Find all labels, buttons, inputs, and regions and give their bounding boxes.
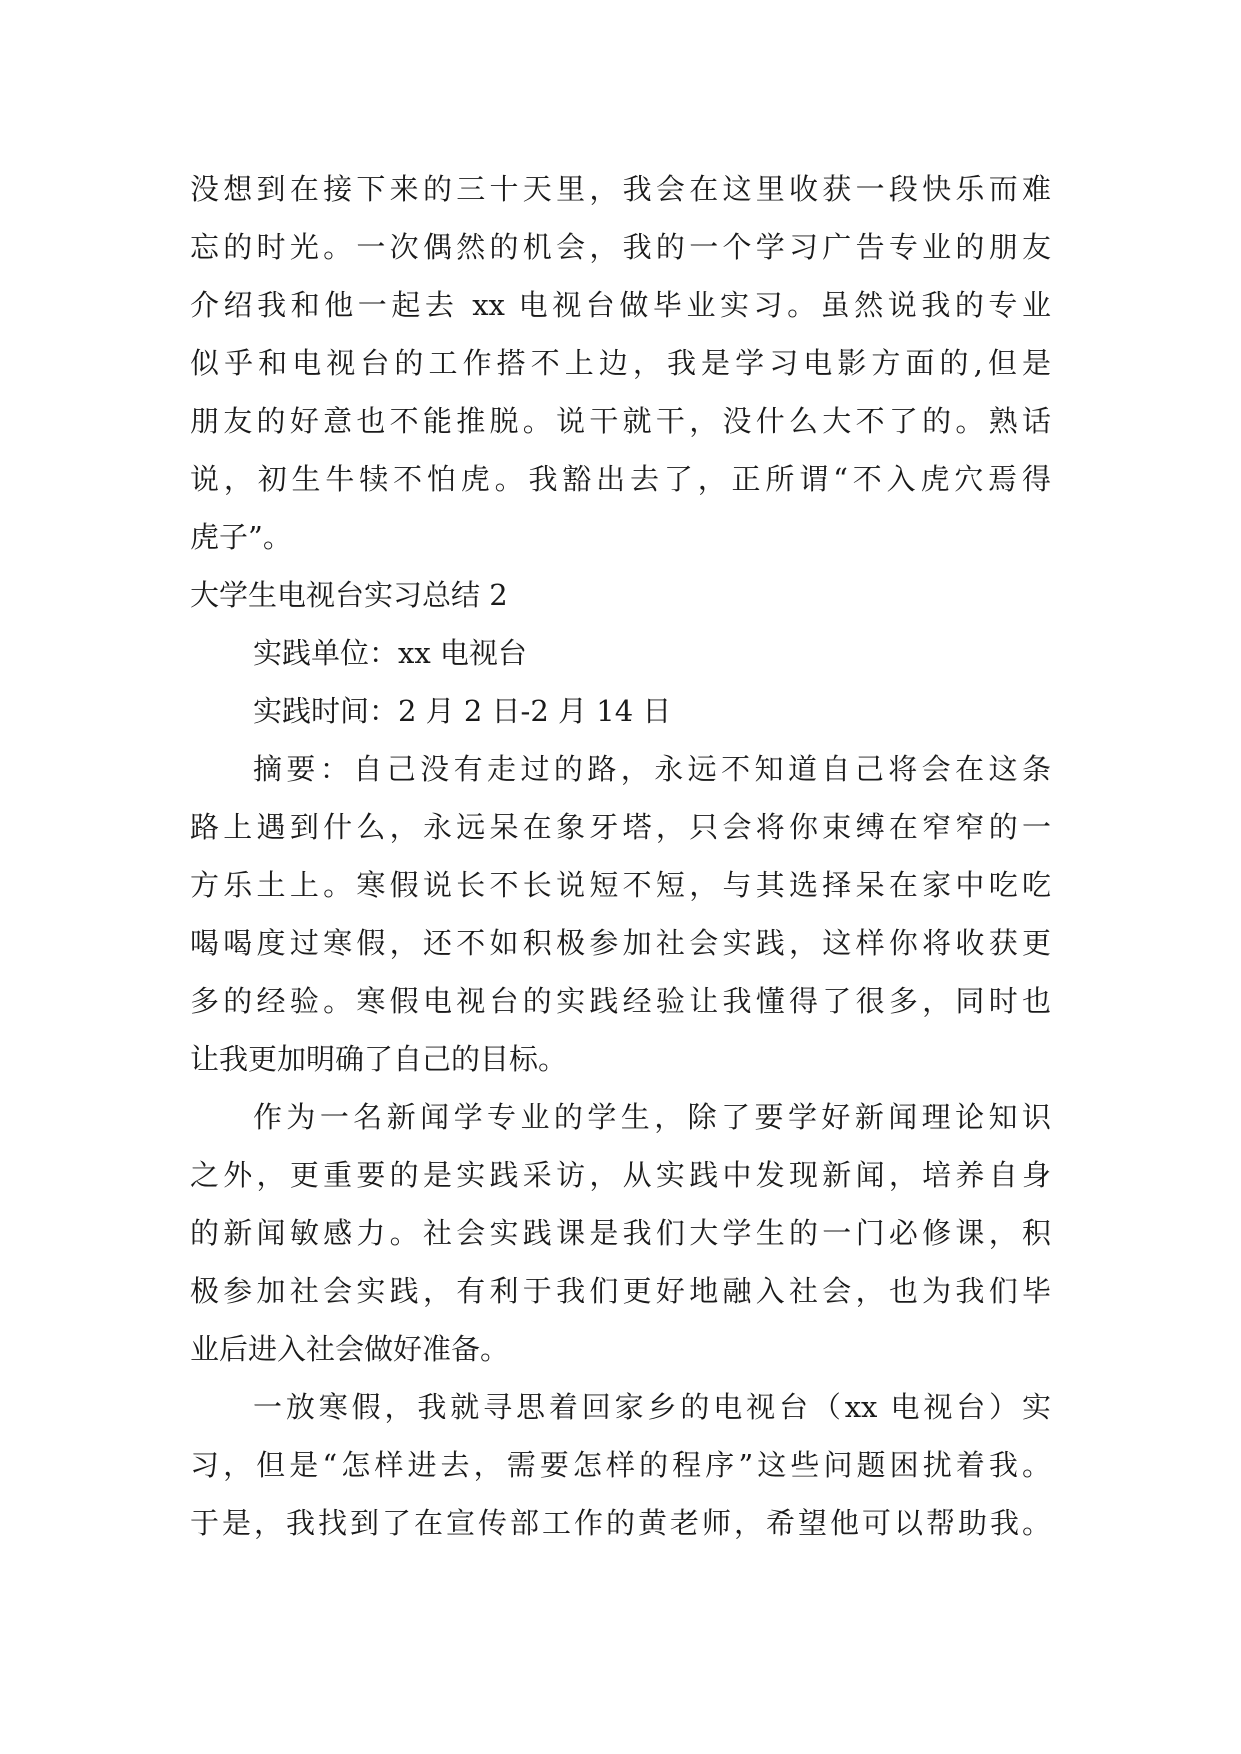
text-line: 之外，更重要的是实践采访，从实践中发现新闻，培养自身 [190,1158,1051,1192]
text-line: 多的经验。寒假电视台的实践经验让我懂得了很多，同时也 [190,984,1051,1018]
text-line: 喝喝度过寒假，还不如积极参加社会实践，这样你将收获更 [190,926,1051,960]
text-line: 大学生电视台实习总结 2 [190,578,508,612]
text-line: 忘的时光。一次偶然的机会，我的一个学习广告专业的朋友 [190,230,1051,264]
text-line: 一放寒假，我就寻思着回家乡的电视台（xx 电视台）实 [253,1390,1051,1424]
text-line: 介绍我和他一起去 xx 电视台做毕业实习。虽然说我的专业 [190,288,1051,322]
text-line: 路上遇到什么，永远呆在象牙塔，只会将你束缚在窄窄的一 [190,810,1051,844]
text-line: 作为一名新闻学专业的学生，除了要学好新闻理论知识 [253,1100,1051,1134]
text-line: 实践时间：2 月 2 日-2 月 14 日 [253,694,672,728]
text-line: 习，但是“怎样进去，需要怎样的程序”这些问题困扰着我。 [190,1448,1051,1482]
text-line: 于是，我找到了在宣传部工作的黄老师，希望他可以帮助我。 [190,1506,1051,1540]
document-body [190,160,1051,1552]
text-line: 虎子”。 [190,520,292,554]
text-line: 方乐土上。寒假说长不长说短不短，与其选择呆在家中吃吃 [190,868,1051,902]
text-line: 的新闻敏感力。社会实践课是我们大学生的一门必修课，积 [190,1216,1051,1250]
text-line: 让我更加明确了自己的目标。 [190,1042,568,1076]
text-line: 业后进入社会做好准备。 [190,1332,510,1366]
text-line: 朋友的好意也不能推脱。说干就干，没什么大不了的。熟话 [190,404,1051,438]
text-line: 说，初生牛犊不怕虎。我豁出去了，正所谓“不入虎穴焉得 [190,462,1051,496]
text-line: 似乎和电视台的工作搭不上边，我是学习电影方面的,但是 [190,346,1051,380]
text-line: 实践单位：xx 电视台 [253,636,527,670]
text-line: 摘要：自己没有走过的路，永远不知道自己将会在这条 [253,752,1051,786]
text-line: 极参加社会实践，有利于我们更好地融入社会，也为我们毕 [190,1274,1051,1308]
text-line: 没想到在接下来的三十天里，我会在这里收获一段快乐而难 [190,172,1051,206]
